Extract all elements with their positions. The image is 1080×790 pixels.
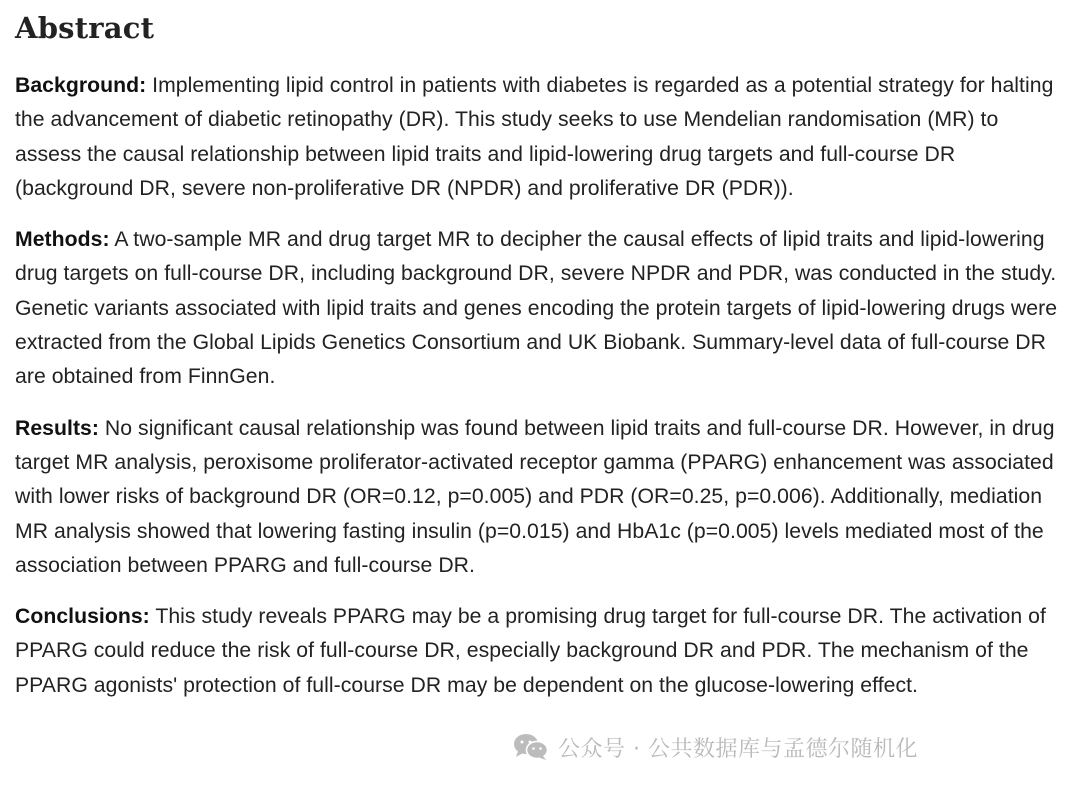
conclusions-section bbox=[15, 600, 1065, 703]
wechat-watermark bbox=[512, 729, 918, 765]
wechat-icon bbox=[512, 732, 550, 762]
results-section bbox=[15, 412, 1065, 583]
background-text: Implementing lipid control in patients with diabetes is regarded as a potential strategy for halting the advancement of diabetic retinopathy (DR). This study seeks to use Mendelian randomisation (MR) to assess the causal relationship between lipid traits and lipid-lowering drug targets and full-course DR (background DR, severe non-proliferative DR (NPDR) and proliferative DR (PDR)). bbox=[15, 74, 1054, 200]
conclusions-label: Conclusions: bbox=[15, 605, 150, 629]
background-section bbox=[15, 69, 1065, 206]
methods-text: A two-sample MR and drug target MR to decipher the causal effects of lipid traits and lipid-lowering drug targets on full-course DR, including background DR, severe NPDR and PDR, was conducted in the study. Genetic variants associated with lipid traits and genes encoding the protein targets of lipid-lowering drugs were extracted from the Global Lipids Genetics Consortium and UK Biobank. Summary-level data of full-course DR are obtained from FinnGen. bbox=[15, 228, 1058, 389]
methods-label: Methods: bbox=[15, 228, 110, 252]
background-label: Background: bbox=[15, 74, 147, 97]
watermark-text: 公众号 · 公共数据库与孟德尔随机化 bbox=[558, 736, 918, 762]
results-text: No significant causal relationship was found between lipid traits and full-course DR. However, in drug target MR analysis, peroxisome proliferator-activated receptor gamma (PPARG) enhancement was associated with lower risks of background DR (OR=0.12, p=0.005) and PDR (OR=0.25, p=0.006). Additionally, mediation MR analysis showed that lowering fasting insulin (p=0.015) and HbA1c (p=0.005) levels mediated most of the association between PPARG and full-course DR. bbox=[15, 416, 1055, 577]
abstract-heading: Abstract bbox=[15, 11, 155, 45]
methods-section bbox=[15, 223, 1065, 394]
results-label: Results: bbox=[15, 416, 99, 440]
conclusions-text: This study reveals PPARG may be a promising drug target for full-course DR. The activation of PPARG could reduce the risk of full-course DR, especially background DR and PDR. The mechanism of the PPARG agonists' protection of full-course DR may be dependent on the glucose-lowering effect. bbox=[15, 605, 1046, 697]
abstract-page bbox=[15, 0, 1065, 703]
